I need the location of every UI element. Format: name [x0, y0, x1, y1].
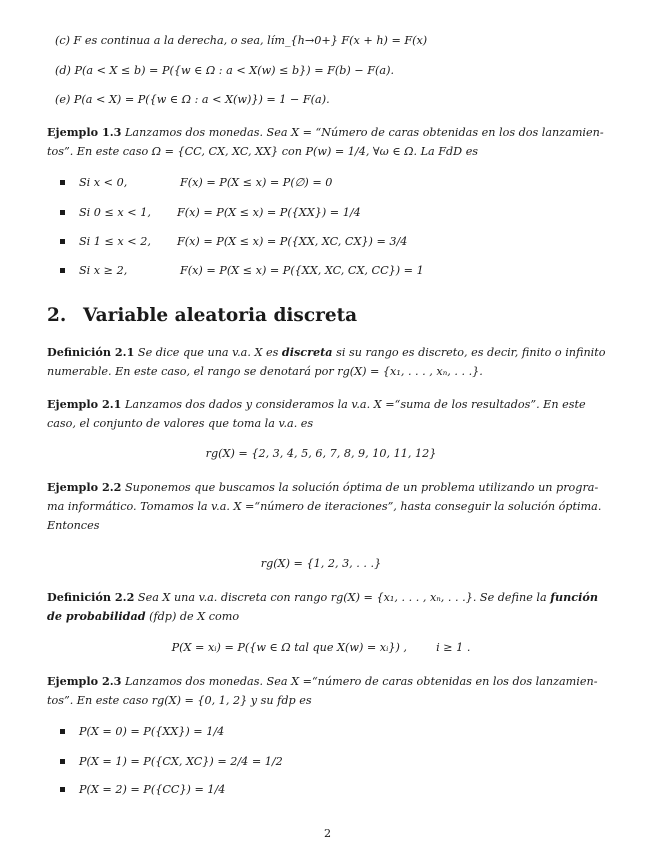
definition-2-1-line2: numerable. En este caso, el rango se denotará por rg(X) = {x₁, . . . , xₙ, . . .}.: [47, 365, 483, 378]
example-1-3-text1: Lanzamos dos monedas. Sea X = “Número de caras obtenidas en los dos lanzamien-: [125, 126, 604, 139]
list-item: [79, 175, 332, 190]
example-text: Lanzamos dos dados y consideramos la v.a. X =“suma de los resultados”. En este: [125, 398, 586, 411]
definition-text: (fdp) de X como: [149, 610, 240, 623]
list-item: [79, 263, 424, 278]
bullet-icon: [60, 787, 65, 792]
definition-2-2-line2: [47, 609, 595, 624]
property-e: (e) P(a < X) = P({w ∈ Ω : a < X(w)}) = 1 − F(a).: [55, 93, 330, 106]
definition-2-2-label: Definición 2.2: [47, 590, 135, 604]
pmf-formula: P(X = xᵢ) = P({w ∈ Ω tal que X(w) = xᵢ}) ,: [171, 641, 407, 654]
example-2-2-formula: rg(X) = {1, 2, 3, . . .}: [260, 557, 382, 570]
pmf-condition: i ≥ 1 .: [436, 641, 471, 654]
definition-2-2-line1: [47, 590, 598, 605]
definition-2-1-line1: [47, 345, 606, 360]
example-1-3-label: Ejemplo 1.3: [47, 125, 122, 139]
definition-2-2-formula: [47, 640, 595, 655]
example-text: Lanzamos dos monedas. Sea X =“número de caras obtenidas en los dos lanzamien-: [125, 675, 598, 688]
item-cond: Si x < 0,: [79, 176, 128, 189]
example-2-2-line1: [47, 480, 599, 495]
definition-text: Se dice que una v.a. X es: [137, 346, 279, 359]
item-expr: F(x) = P(X ≤ x) = P({XX, XC, CX, CC}) = 1: [180, 264, 424, 277]
definition-term: función: [550, 590, 598, 604]
item-expr: F(x) = P(X ≤ x) = P({XX}) = 1/4: [177, 206, 361, 219]
bullet-icon: [60, 759, 65, 764]
property-d: (d) P(a < X ≤ b) = P({w ∈ Ω : a < X(w) ≤ b}) = F(b) − F(a).: [55, 64, 394, 77]
list-item: [79, 205, 361, 220]
definition-term: discreta: [281, 345, 333, 359]
item-cond: Si 1 ≤ x < 2,: [79, 235, 151, 248]
example-2-3-line2: tos”. En este caso rg(X) = {0, 1, 2} y su fdp es: [47, 694, 312, 707]
bullet-icon: [60, 268, 65, 273]
example-2-1-label: Ejemplo 2.1: [47, 397, 122, 411]
bullet-icon: [60, 239, 65, 244]
example-1-3-line1: [47, 125, 604, 140]
example-2-2-label: Ejemplo 2.2: [47, 480, 122, 494]
definition-2-1-label: Definición 2.1: [47, 345, 135, 359]
bullet-icon: [60, 210, 65, 215]
example-2-3-label: Ejemplo 2.3: [47, 674, 122, 688]
item-expr: F(x) = P(X ≤ x) = P({XX, XC, CX}) = 3/4: [177, 235, 408, 248]
example-2-2-line3: Entonces: [47, 519, 100, 532]
item-cond: Si x ≥ 2,: [79, 264, 128, 277]
definition-text: Sea X una v.a. discreta con rango rg(X) = {x₁, . . . , xₙ, . . .}. Se define la: [137, 591, 547, 604]
list-item: P(X = 2) = P({CC}) = 1/4: [79, 783, 226, 796]
section-heading: [47, 305, 357, 327]
example-2-1-formula: rg(X) = {2, 3, 4, 5, 6, 7, 8, 9, 10, 11, 12}: [205, 447, 437, 460]
bullet-icon: [60, 180, 65, 185]
list-item: [79, 234, 407, 249]
property-c: (c) F es continua a la derecha, o sea, lím_{h→0+} F(x + h) = F(x): [55, 34, 428, 47]
section-title: Variable aleatoria discreta: [83, 305, 358, 326]
example-1-3-line2: tos”. En este caso Ω = {CC, CX, XC, XX} con P(w) = 1/4, ∀ω ∈ Ω. La FdD es: [47, 145, 479, 158]
item-cond: Si 0 ≤ x < 1,: [79, 206, 151, 219]
definition-term: de probabilidad: [47, 609, 146, 623]
bullet-icon: [60, 729, 65, 734]
example-2-1-line2: caso, el conjunto de valores que toma la v.a. es: [47, 417, 314, 430]
example-text: Suponemos que buscamos la solución óptima de un problema utilizando un progra-: [125, 481, 599, 494]
example-2-1-line1: [47, 397, 595, 412]
page-number: 2: [323, 827, 332, 840]
example-2-3-line1: [47, 674, 598, 689]
item-expr: F(x) = P(X ≤ x) = P(∅) = 0: [180, 176, 333, 189]
definition-text: si su rango es discreto, es decir, finito o infinito: [336, 346, 606, 359]
example-2-2-line2: ma informático. Tomamos la v.a. X =“número de iteraciones”, hasta conseguir la solución óptima.: [47, 500, 602, 513]
section-number: 2.: [47, 305, 67, 326]
list-item: P(X = 0) = P({XX}) = 1/4: [79, 725, 225, 738]
list-item: P(X = 1) = P({CX, XC}) = 2/4 = 1/2: [79, 755, 283, 768]
